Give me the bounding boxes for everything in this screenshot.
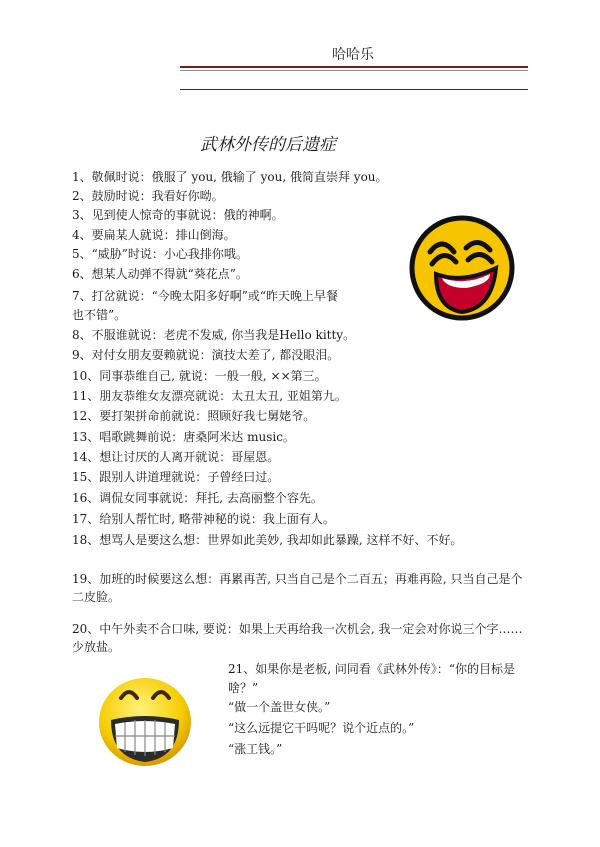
header-rule-thin xyxy=(180,89,528,90)
grinning-face-icon xyxy=(95,670,195,770)
header-rule-gray xyxy=(180,70,528,71)
header-text: 哈哈乐 xyxy=(332,47,374,63)
dialogue-line: “这么远提它干吗呢？说个近点的。” xyxy=(228,721,415,735)
list-item: 9、对付女朋友耍赖就说：演技太差了, 都没眼泪。 xyxy=(72,348,340,362)
list-item: 也不错”。 xyxy=(72,308,127,322)
paragraph-20: 20、中午外卖不合口味, 要说：如果上天再给我一次机会, 我一定会对你说三个字……少放盐。 xyxy=(72,622,523,654)
header-rule-thick xyxy=(180,66,528,68)
list-item: 15、跟别人讲道理就说：子曾经曰过。 xyxy=(72,470,280,484)
list-item: 5、“威胁”时说：小心我排你哦。 xyxy=(72,247,248,261)
dialogue-line: “涨工钱。” xyxy=(228,742,283,756)
list-item: 10、同事恭维自己, 就说：一般一般, ××第三。 xyxy=(72,369,327,383)
dialogue-question: 21、如果你是老板, 问同看《武林外传》：“你的目标是啥？” xyxy=(228,662,516,695)
list-item: 12、要打架拼命前就说：照顾好我七舅姥爷。 xyxy=(72,409,316,423)
list-item: 11、朋友恭维女友漂亮就说：太丑太丑, 亚姐第九。 xyxy=(72,389,347,403)
list-item: 8、不服谁就说：老虎不发威, 你当我是Hello kitty。 xyxy=(72,328,356,342)
list-item: 16、调侃女同事就说：拜托, 去高丽整个容先。 xyxy=(72,491,323,505)
list-item: 14、想让讨厌的人离开就说：哥屋恩。 xyxy=(72,450,280,464)
laughing-face-icon xyxy=(406,212,518,324)
list-item: 6、想某人动弹不得就“葵花点”。 xyxy=(72,267,248,281)
dialogue-line: “做一个盖世女侠。” xyxy=(228,700,331,714)
article-title: 武林外传的后遗症 xyxy=(200,135,336,155)
list-item: 13、唱歌跳舞前说：唐桑阿米达 music。 xyxy=(72,430,295,444)
list-item: 7、打岔就说：“今晚太阳多好啊”或“昨天晚上早餐 xyxy=(72,289,339,303)
list-item: 3、见到使人惊奇的事就说：俄的神啊。 xyxy=(72,208,284,222)
list-item: 1、敬佩时说：俄服了 you, 俄输了 you, 俄简直崇拜 you。 xyxy=(72,170,388,184)
list-item: 4、要扁某人就说：排山倒海。 xyxy=(72,228,236,242)
paragraph-19: 19、加班的时候要这么想：再累再苦, 只当自己是个二百五；再难再险, 只当自己是个二皮脸。 xyxy=(72,572,523,604)
list-item: 18、想骂人是要这么想：世界如此美妙, 我却如此暴躁, 这样不好、不好。 xyxy=(72,533,463,547)
list-item: 2、鼓励时说：我看好你呦。 xyxy=(72,189,224,203)
list-item: 17、给别人帮忙时, 略带神秘的说：我上面有人。 xyxy=(72,512,335,526)
